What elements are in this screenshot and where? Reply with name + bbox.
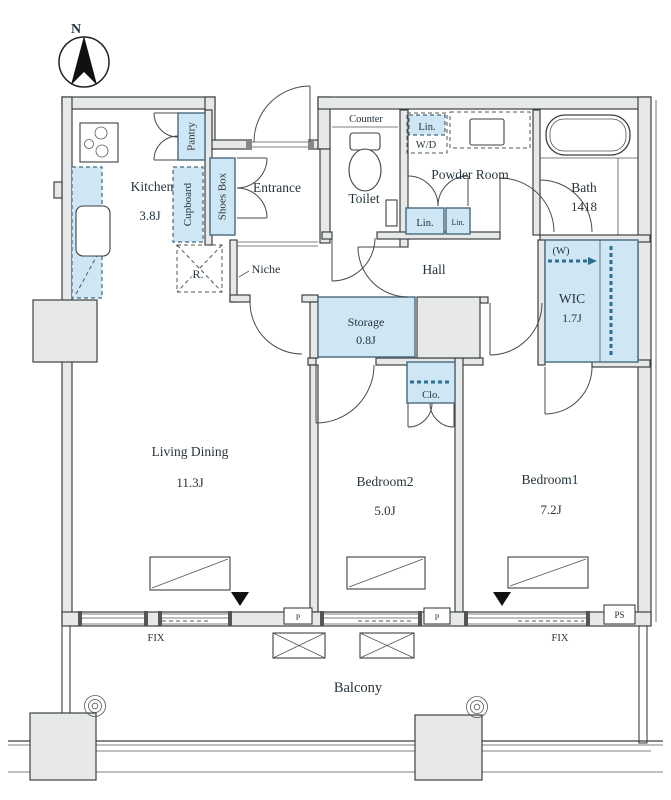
bath-label: Bath [571, 180, 597, 195]
p-label: P [434, 613, 440, 622]
wall-bedroom1-top [462, 358, 483, 365]
balcony-wall-left [62, 626, 70, 714]
balcony-label: Balcony [333, 680, 383, 696]
balcony-wall-right [639, 626, 647, 743]
wic-w-label: (W) [552, 246, 570, 257]
wall-top-left [62, 97, 215, 109]
shaft-block [417, 297, 480, 358]
window-bedroom2 [320, 611, 422, 626]
wall-top-right [318, 97, 650, 109]
wall-bedroom2-top-jamb [308, 358, 316, 365]
kitchen-label: Kitchen [130, 179, 174, 194]
pipe-space-box [604, 605, 635, 624]
bottom-wall [62, 592, 651, 644]
kitchen-size: 3.8J [139, 208, 161, 223]
wall-powder-bath [533, 110, 540, 235]
powder-entry-door [500, 178, 554, 232]
pipe-box-2 [424, 608, 450, 624]
balcony-railing [8, 741, 663, 772]
wall-hall-top-a [322, 232, 332, 239]
wall-nook-jamb [480, 297, 488, 303]
front-door-sill [246, 139, 314, 150]
wall-corridor-left [230, 240, 237, 302]
bath-room [540, 115, 638, 235]
vanity-sink [470, 119, 504, 145]
wall-entrance-toilet [320, 149, 330, 243]
north-label: N [70, 22, 82, 37]
pipe-box-1 [284, 608, 312, 624]
entrance-label: Entrance [253, 180, 301, 195]
fix-label-3: FIX [551, 633, 569, 644]
cupboard-label: Cupboard [182, 182, 194, 227]
balcony-column-1 [30, 713, 96, 780]
toilet-room [332, 127, 398, 226]
bathtub [546, 115, 630, 155]
toilet-tank [350, 133, 380, 150]
ac-unit-1 [273, 633, 325, 658]
toilet-counter-label: Counter [349, 114, 383, 125]
bedroom2-size: 5.0J [374, 503, 396, 518]
wall-ld-door-left [230, 295, 250, 302]
storage-label: Storage [347, 315, 385, 329]
wall-ld-bedroom2 [310, 365, 318, 612]
balcony-area [8, 626, 663, 780]
fridge-space [177, 245, 222, 292]
pantry-label: Pantry [185, 122, 198, 151]
wall-hall-wic [538, 240, 545, 365]
p-label: P [295, 613, 301, 622]
balcony-column-2 [415, 715, 482, 780]
washer-dryer-label: W/D [415, 140, 437, 151]
toilet-door [332, 238, 375, 281]
door-jamb [308, 139, 314, 150]
wall-bedroom2-bedroom1 [455, 358, 463, 612]
wall-ld-storage [310, 302, 318, 358]
linen-a-label: Lin. [416, 218, 434, 229]
bath-size: 1418 [571, 199, 597, 214]
fridge-label: R. [192, 267, 204, 281]
wall-ld-door-right [302, 295, 318, 302]
toilet-cabinet [386, 200, 397, 226]
entrance-area [237, 242, 318, 246]
bedroom2-door [316, 365, 374, 423]
bathtub-inner [550, 119, 626, 151]
wall-left-notch [54, 182, 62, 198]
pantry-doors [154, 113, 178, 160]
toilet-bowl [349, 149, 381, 191]
window-living-right [158, 611, 232, 626]
front-door [254, 86, 310, 142]
wic-size: 1.7J [562, 311, 582, 325]
bedroom1-size: 7.2J [540, 502, 562, 517]
living-label: Living Dining [151, 444, 229, 459]
triangle-marker-icon [493, 592, 511, 606]
storage-size: 0.8J [356, 333, 376, 347]
ac-unit-2 [360, 633, 414, 658]
bedroom2-closet-doors [408, 403, 454, 427]
wic-label: WIC [558, 291, 586, 306]
niche-label: Niche [251, 262, 281, 276]
fix-label-1: FIX [147, 633, 165, 644]
powder-room-label: Powder Room [431, 167, 509, 182]
hall-label: Hall [422, 262, 446, 277]
ps-label: PS [614, 610, 625, 620]
bedroom2-label: Bedroom2 [356, 474, 414, 489]
shoes-box-label: Shoes Box [216, 172, 229, 221]
kitchen-sink [76, 206, 110, 256]
linen-b-label: Lin. [451, 218, 465, 227]
door-jamb [246, 139, 252, 150]
window-living-left [78, 611, 148, 626]
bedroom1-label: Bedroom1 [521, 472, 579, 487]
column-left [33, 300, 97, 362]
window-bedroom1 [464, 611, 590, 626]
balcony-drain-2 [467, 697, 488, 718]
living-door [250, 302, 302, 354]
closet-label: Clo. [422, 390, 440, 401]
wic-door [545, 367, 592, 414]
north-compass [59, 22, 109, 87]
niche-callout [239, 262, 280, 277]
bedroom1-door [490, 303, 542, 355]
toilet-label: Toilet [348, 191, 380, 206]
living-size: 11.3J [176, 475, 204, 490]
linen-top-label: Lin. [418, 122, 436, 133]
hall-partition-door [358, 247, 408, 297]
window-benches [150, 557, 588, 590]
triangle-marker-icon [231, 592, 249, 606]
